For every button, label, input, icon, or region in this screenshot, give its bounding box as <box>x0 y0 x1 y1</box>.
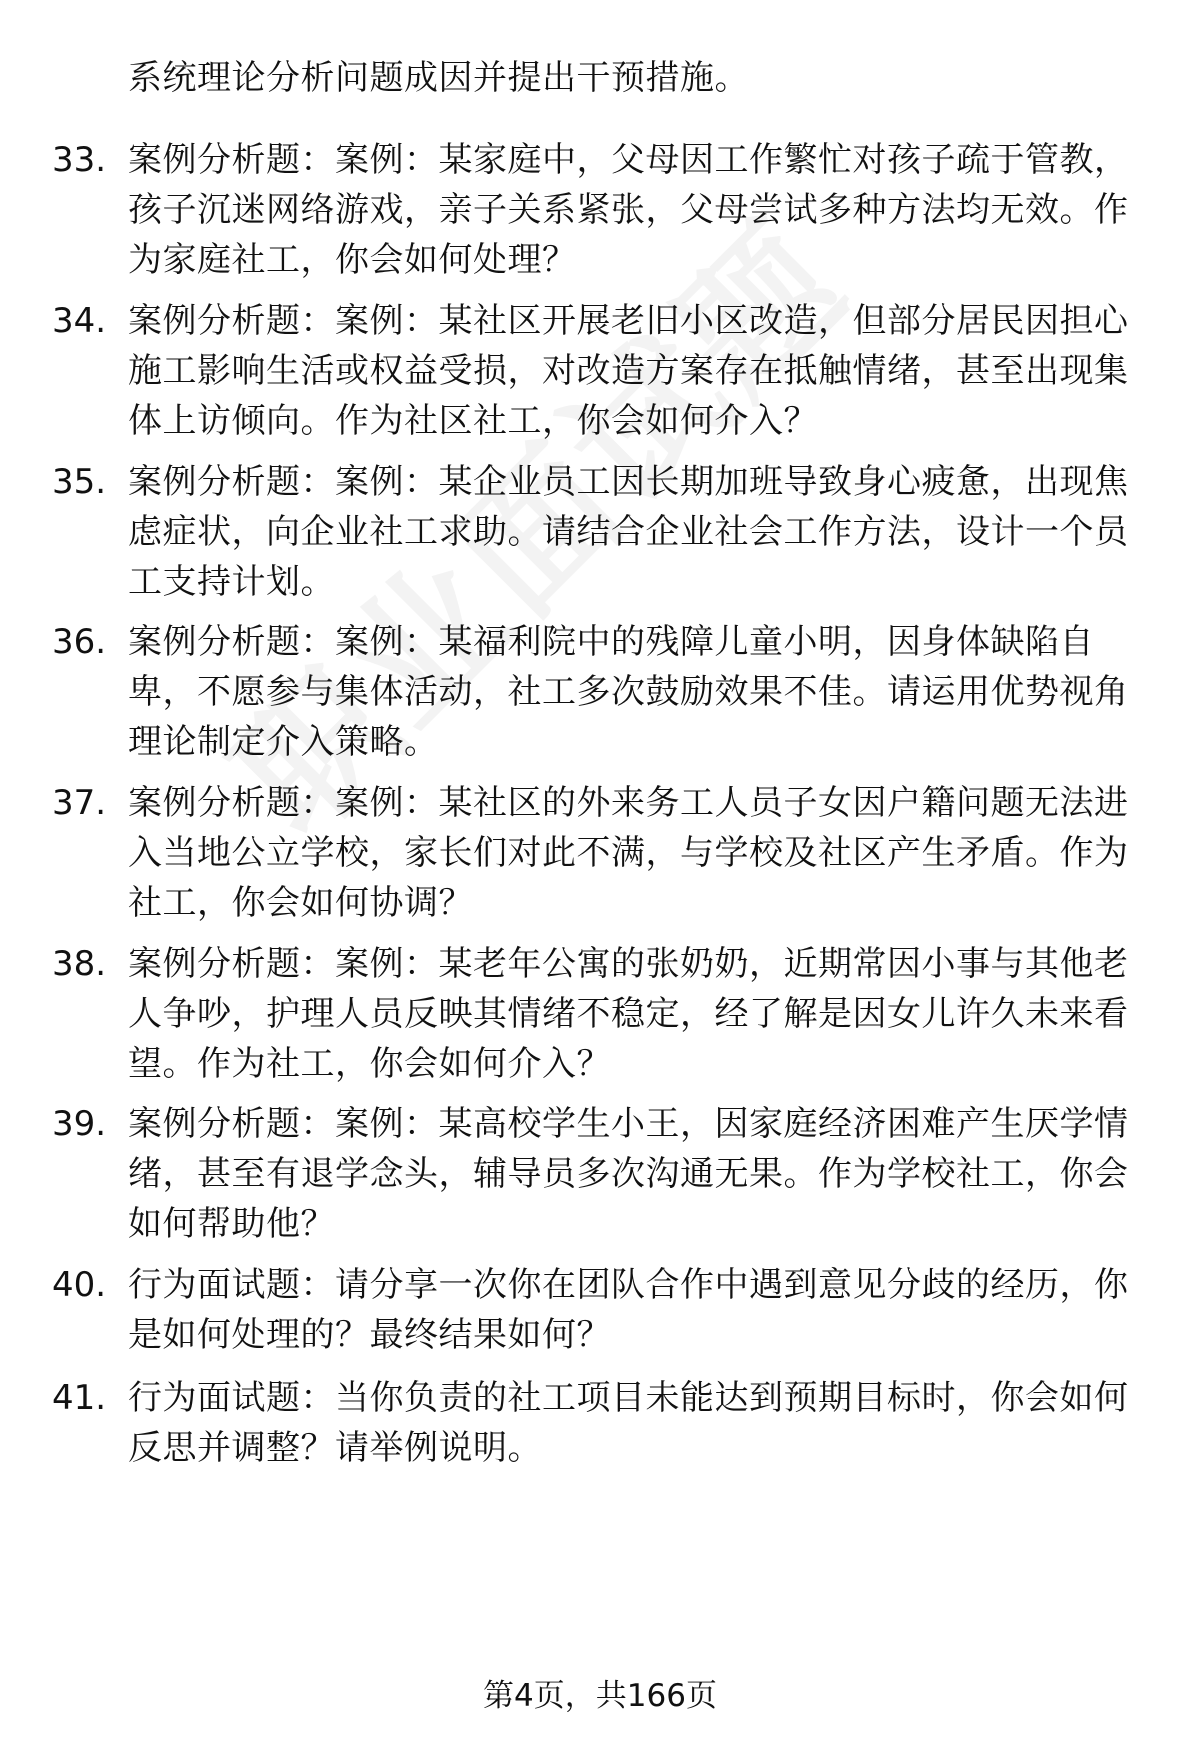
question-number: 41. <box>52 1378 107 1418</box>
continued-text: 系统理论分析问题成因并提出干预措施。 <box>128 58 749 98</box>
question-number: 40. <box>52 1265 107 1305</box>
question-text: 行为面试题：请分享一次你在团队合作中遇到意见分歧的经历，你是如何处理的？最终结果如何？ <box>128 1265 1129 1355</box>
question-number: 35. <box>52 462 107 502</box>
question-number: 37. <box>52 783 107 823</box>
question-number: 34. <box>52 301 107 341</box>
page-footer: 第4页，共166页 <box>483 1678 717 1714</box>
question-text: 案例分析题：案例：某企业员工因长期加班导致身心疲惫，出现焦虑症状，向企业社工求助。请结合企业社会工作方法，设计一个员工支持计划。 <box>128 462 1129 602</box>
question-number: 38. <box>52 944 107 984</box>
question-text: 案例分析题：案例：某高校学生小王，因家庭经济困难产生厌学情绪，甚至有退学念头，辅导员多次沟通无果。作为学校社工，你会如何帮助他？ <box>128 1104 1129 1244</box>
question-number: 33. <box>52 140 107 180</box>
question-text: 案例分析题：案例：某社区开展老旧小区改造，但部分居民因担心施工影响生活或权益受损，对改造方案存在抵触情绪，甚至出现集体上访倾向。作为社区社工，你会如何介入？ <box>128 301 1129 441</box>
question-text: 案例分析题：案例：某社区的外来务工人员子女因户籍问题无法进入当地公立学校，家长们对此不满，与学校及社区产生矛盾。作为社工，你会如何协调？ <box>128 783 1129 923</box>
question-text: 案例分析题：案例：某福利院中的残障儿童小明，因身体缺陷自卑，不愿参与集体活动，社工多次鼓励效果不佳。请运用优势视角理论制定介入策略。 <box>128 622 1129 762</box>
question-number: 36. <box>52 622 107 662</box>
question-text: 案例分析题：案例：某家庭中，父母因工作繁忙对孩子疏于管教，孩子沉迷网络游戏，亲子关系紧张，父母尝试多种方法均无效。作为家庭社工，你会如何处理？ <box>128 140 1129 280</box>
question-number: 39. <box>52 1104 107 1144</box>
question-text: 行为面试题：当你负责的社工项目未能达到预期目标时，你会如何反思并调整？请举例说明。 <box>128 1378 1129 1468</box>
question-text: 案例分析题：案例：某老年公寓的张奶奶，近期常因小事与其他老人争吵，护理人员反映其情绪不稳定，经了解是因女儿许久未来看望。作为社工，你会如何介入？ <box>128 944 1129 1084</box>
